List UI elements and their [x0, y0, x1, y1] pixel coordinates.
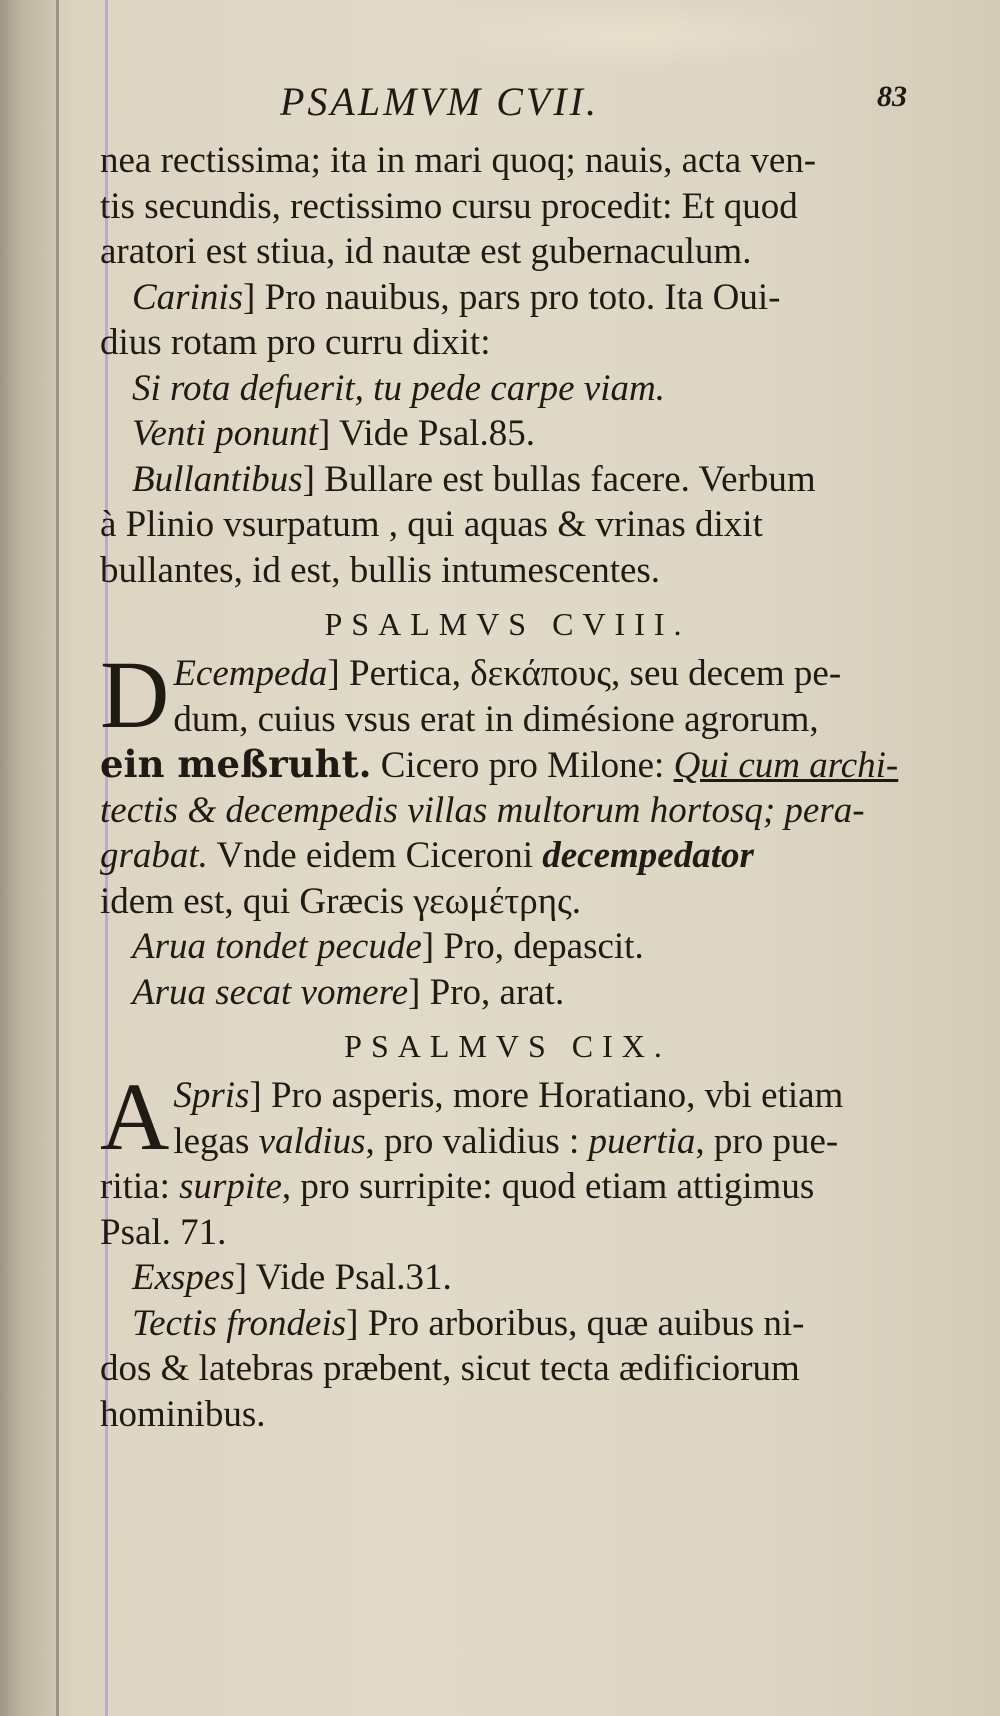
lemma: Tectis frondeis [132, 1302, 347, 1344]
gloss: ] Pro nauibus, pars pro toto. Ita Oui- [243, 276, 781, 318]
text-run: ritia: [100, 1166, 180, 1207]
text-run: , pro validius : [365, 1120, 589, 1162]
lemma: Spris [173, 1075, 250, 1116]
text-line: Psal. 71. [100, 1211, 227, 1253]
text-line: hominibus. [100, 1393, 266, 1435]
text-line [100, 833, 915, 879]
section-heading-psalm-109: PSALMVS CIX. [344, 1028, 671, 1064]
citation: Qui cum archi- [673, 745, 899, 786]
gloss-entry-exspes [100, 1255, 915, 1301]
term: valdius [258, 1120, 366, 1162]
text-line: idem est, qui Græcis γεωμέτρης. [100, 880, 581, 922]
binding-fold [56, 0, 59, 1716]
text-run: Cicero pro Milone: [371, 745, 674, 786]
gloss-entry-aspris [100, 1073, 915, 1119]
gloss-entry-tectis [100, 1301, 915, 1347]
text-run: , pro pue- [695, 1120, 839, 1162]
verse-quote: Si rota defuerit, tu pede carpe viam. [132, 367, 665, 409]
citation-line: tectis & decempedis villas multorum hortosq; pera- [100, 789, 865, 831]
gloss-entry-arua-tondet [100, 924, 915, 970]
running-head: PSALMVM CVII. [280, 79, 599, 124]
text-line: bullantes, id est, bullis intumescentes. [100, 549, 661, 591]
text-line [100, 1119, 915, 1165]
citation: grabat. [100, 835, 208, 876]
german-gloss: ein meßruht. [100, 742, 372, 786]
gloss: ] Bullare est bullas facere. Verbum [302, 458, 816, 500]
page-edge-shadow [0, 0, 56, 1716]
text-run: legas [173, 1120, 259, 1162]
text-line: tis secundis, rectissimo cursu procedit: Et quod [100, 185, 798, 227]
lemma: Venti ponunt [132, 413, 319, 454]
lemma: Bullantibus [132, 458, 303, 500]
text-line: nea rectissima; ita in mari quoq; nauis, acta ven- [100, 140, 817, 181]
gloss: ] Pro asperis, more Horatiano, vbi etiam [249, 1075, 844, 1116]
gloss-entry-arua-secat [100, 970, 915, 1016]
gloss: ] Vide Psal.85. [318, 413, 536, 454]
paragraph-psalm-109 [100, 1063, 915, 1170]
drop-cap: D [100, 641, 170, 748]
term: puertia [588, 1120, 696, 1162]
text-line: dum, cuius vsus erat in dimésione agrorum, [173, 698, 819, 740]
gloss-entry-decempeda [100, 651, 915, 697]
lemma: Exspes [132, 1257, 235, 1298]
gloss-entry-venti [100, 411, 915, 457]
text-line [100, 1164, 915, 1210]
gloss-entry-carinis [100, 275, 915, 321]
gloss: ] Pro, depascit. [421, 926, 644, 967]
page-number: 83 [877, 80, 907, 113]
gloss: ] Pertica, δεκάπους, seu decem pe- [327, 653, 842, 694]
gloss: ] Pro, arat. [408, 971, 565, 1013]
drop-cap: A [100, 1063, 170, 1170]
gloss: ] Pro arboribus, quæ auibus ni- [346, 1302, 805, 1344]
body-text [100, 138, 915, 1437]
gloss: ] Vide Psal.31. [234, 1257, 452, 1298]
lemma: Arua tondet pecude [132, 926, 422, 967]
lemma: Arua secat vomere [132, 971, 409, 1013]
section-heading-psalm-108: PSALMVS CVIII. [324, 606, 691, 642]
text-run: Vnde eidem Ciceroni [207, 835, 543, 876]
text-line [100, 742, 915, 788]
term: surpite [179, 1166, 282, 1207]
gloss-entry-bullantibus [100, 457, 915, 503]
text-line: dius rotam pro curru dixit: [100, 322, 491, 363]
lemma: Ecempeda [173, 653, 328, 694]
term: decempedator [542, 835, 754, 876]
paper-stain [420, 0, 840, 70]
lemma: Carinis [132, 276, 244, 318]
text-line: aratori est stiua, id nautæ est gubernaculum. [100, 231, 752, 272]
text-line: dos & latebras præbent, sicut tecta ædificiorum [100, 1348, 800, 1389]
paragraph-psalm-108 [100, 641, 915, 748]
text-run: , pro surripite: quod etiam attigimus [281, 1166, 815, 1207]
text-line: à Plinio vsurpatum , qui aquas & vrinas dixit [100, 504, 763, 545]
